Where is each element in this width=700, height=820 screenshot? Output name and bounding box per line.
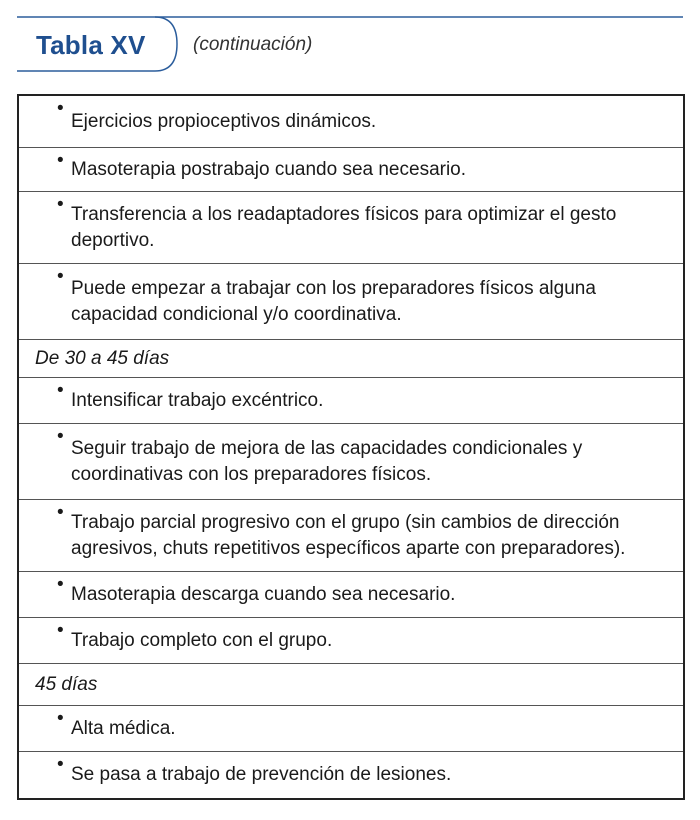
section-heading: De 30 a 45 días	[19, 340, 683, 378]
bullet-icon: •	[57, 266, 64, 287]
row-text: Seguir trabajo de mejora de las capacidades condicionales y coordinativas con los preparadores físicos.	[71, 437, 583, 485]
table-row	[19, 752, 683, 798]
row-text: Transferencia a los readaptadores físicos para optimizar el gesto deportivo.	[71, 203, 617, 251]
table-row	[19, 424, 683, 500]
table-row	[19, 96, 683, 148]
row-text: Masoterapia postrabajo cuando sea necesario.	[71, 158, 467, 180]
bullet-icon: •	[57, 502, 64, 523]
table-row	[19, 378, 683, 424]
table-title: Tabla XV	[36, 30, 146, 60]
row-text: Trabajo parcial progresivo con el grupo (sin cambios de dirección agresivos, chuts repetitivos específicos aparte con preparadores).	[71, 511, 626, 559]
table-subtitle: (continuación)	[193, 34, 313, 55]
row-text: Puede empezar a trabajar con los preparadores físicos alguna capacidad condicional y/o coordinativa.	[71, 277, 596, 325]
bullet-icon: •	[57, 194, 64, 215]
row-text: Masoterapia descarga cuando sea necesario.	[71, 583, 456, 605]
table-row	[19, 264, 683, 340]
bullet-icon: •	[57, 754, 64, 775]
table-row	[19, 706, 683, 752]
row-text: Intensificar trabajo excéntrico.	[71, 389, 324, 411]
table-row	[19, 572, 683, 618]
table-row	[19, 148, 683, 192]
section-heading: 45 días	[19, 664, 683, 706]
table-row	[19, 192, 683, 264]
row-text: Alta médica.	[71, 717, 176, 739]
table-row	[19, 500, 683, 572]
table-row	[19, 618, 683, 664]
bullet-icon: •	[57, 150, 64, 171]
bullet-icon: •	[57, 98, 64, 119]
row-text: Ejercicios propioceptivos dinámicos.	[71, 110, 377, 132]
bullet-icon: •	[57, 426, 64, 447]
row-text: Trabajo completo con el grupo.	[71, 629, 333, 651]
bullet-icon: •	[57, 380, 64, 401]
protocol-table	[17, 94, 685, 800]
row-text: Se pasa a trabajo de prevención de lesiones.	[71, 764, 452, 785]
bullet-icon: •	[57, 708, 64, 729]
table-header	[17, 16, 683, 72]
bullet-icon: •	[57, 574, 64, 595]
bullet-icon: •	[57, 620, 64, 641]
